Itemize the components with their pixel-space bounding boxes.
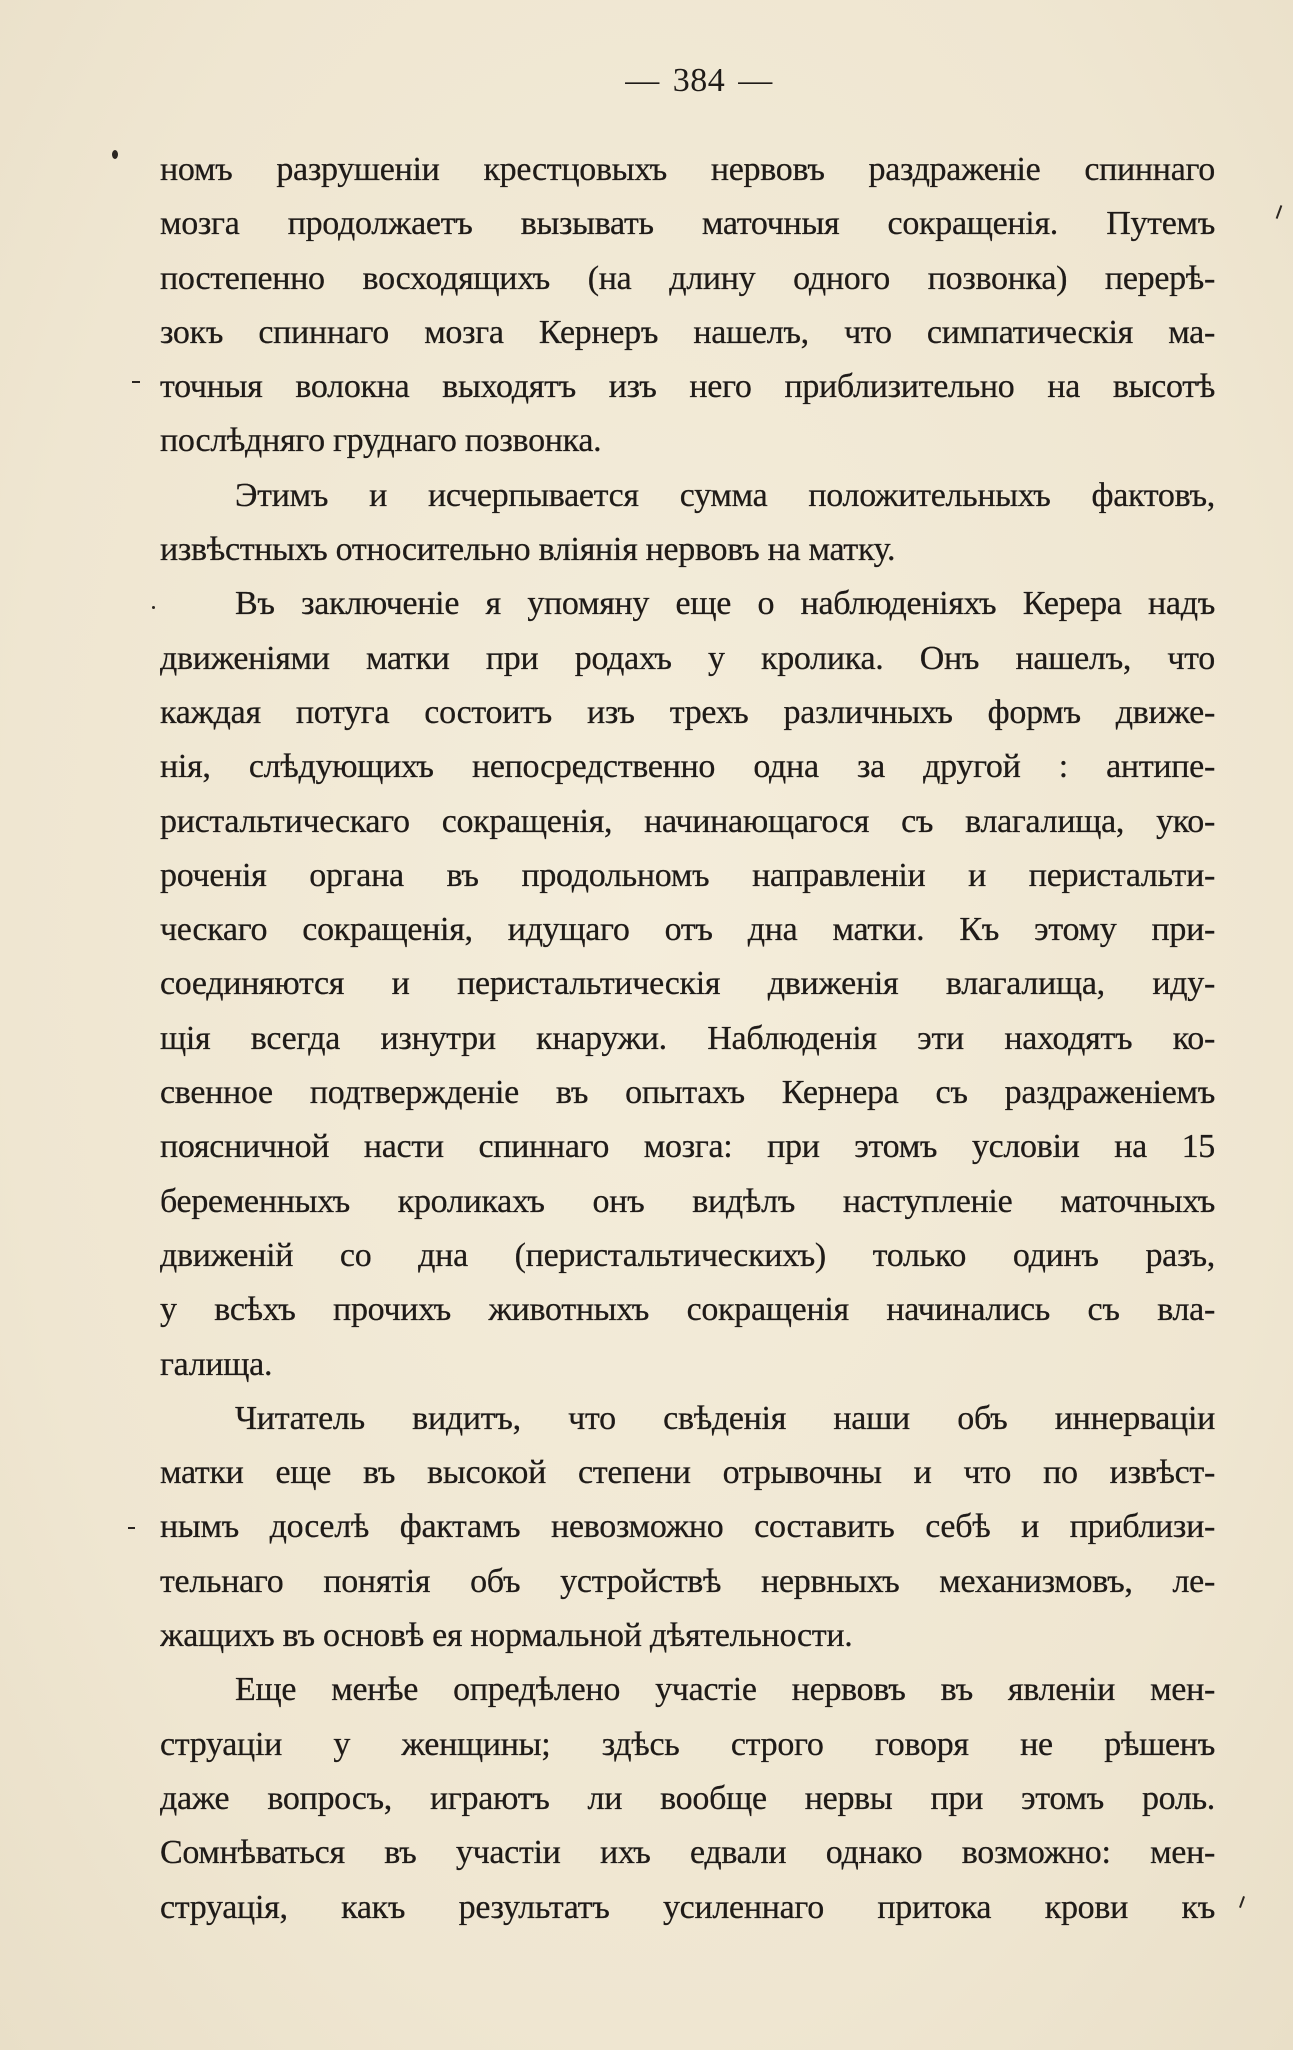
text-line: Этимъ и исчерпывается сумма положительныхъ фактовъ, bbox=[235, 476, 1215, 514]
text-line: Еще менѣе опредѣлено участіе нервовъ въ явленіи мен- bbox=[235, 1671, 1215, 1709]
text-body bbox=[160, 143, 1215, 1935]
text-line: Сомнѣваться въ участіи ихъ едвали однако возможно: мен- bbox=[160, 1834, 1215, 1872]
text-line: зокъ спиннаго мозга Кернеръ нашелъ, что симпатическія ма- bbox=[160, 313, 1215, 351]
paragraph bbox=[160, 143, 1215, 469]
ink-speck bbox=[1276, 205, 1283, 219]
text-line: даже вопросъ, играютъ ли вообще нервы при этомъ роль. bbox=[160, 1779, 1215, 1817]
text-line: струація, какъ результатъ усиленнаго притока крови къ bbox=[160, 1888, 1215, 1926]
text-line: тельнаго понятія объ устройствѣ нервныхъ механизмовъ, ле- bbox=[160, 1562, 1215, 1600]
text-line: ческаго сокращенія, идущаго отъ дна матки. Къ этому при- bbox=[160, 911, 1215, 949]
text-line: свенное подтвержденіе въ опытахъ Кернера съ раздраженіемъ bbox=[160, 1074, 1215, 1112]
text-line: извѣстныхъ относительно вліянія нервовъ на матку. bbox=[160, 531, 896, 569]
text-line: движеніями матки при родахъ у кролика. Онъ нашелъ, что bbox=[160, 639, 1215, 677]
paragraph bbox=[160, 1392, 1215, 1663]
text-line: галища. bbox=[160, 1345, 273, 1383]
text-line: движеній со дна (перистальтическихъ) только одинъ разъ, bbox=[160, 1236, 1215, 1274]
ink-speck bbox=[152, 606, 155, 609]
text-line: щія всегда изнутри кнаружи. Наблюденія эти находятъ ко- bbox=[160, 1019, 1215, 1057]
text-line: матки еще въ высокой степени отрывочны и что по извѣст- bbox=[160, 1454, 1215, 1492]
paragraph bbox=[160, 1663, 1215, 1934]
ink-speck bbox=[128, 1527, 135, 1529]
text-line: послѣдняго груднаго позвонка. bbox=[160, 422, 602, 460]
text-line: беременныхъ кроликахъ онъ видѣлъ наступленіе маточныхъ bbox=[160, 1182, 1215, 1220]
ink-speck bbox=[132, 381, 140, 383]
text-line: струаціи у женщины; здѣсь строго говоря не рѣшенъ bbox=[160, 1725, 1215, 1763]
text-line: соединяются и перистальтическія движенія влагалища, иду- bbox=[160, 965, 1215, 1003]
text-line: каждая потуга состоитъ изъ трехъ различныхъ формъ движе- bbox=[160, 693, 1215, 731]
text-line: нія, слѣдующихъ непосредственно одна за другой : антипе- bbox=[160, 748, 1215, 786]
ink-speck bbox=[1239, 1896, 1245, 1908]
text-line: Читатель видитъ, что свѣденія наши объ иннерваціи bbox=[235, 1399, 1215, 1437]
text-line: постепенно восходящихъ (на длину одного позвонка) перерѣ- bbox=[160, 259, 1215, 297]
text-line: у всѣхъ прочихъ животныхъ сокращенія начинались съ вла- bbox=[160, 1291, 1215, 1329]
page-number: — 384 — bbox=[625, 62, 773, 99]
text-line: ристальтическаго сокращенія, начинающагося съ влагалища, уко- bbox=[160, 802, 1215, 840]
text-line: жащихъ въ основѣ ея нормальной дѣятельности. bbox=[160, 1617, 853, 1655]
paragraph bbox=[160, 469, 1215, 578]
text-line: нымъ доселѣ фактамъ невозможно составить себѣ и приблизи- bbox=[160, 1508, 1215, 1546]
text-line: роченія органа въ продольномъ направленіи и перистальти- bbox=[160, 856, 1215, 894]
text-line: мозга продолжаетъ вызывать маточныя сокращенія. Путемъ bbox=[160, 205, 1215, 243]
text-line: Въ заключеніе я упомяну еще о наблюденіяхъ Керера надъ bbox=[235, 585, 1215, 623]
text-line: поясничной насти спиннаго мозга: при этомъ условіи на 15 bbox=[160, 1128, 1215, 1166]
paragraph bbox=[160, 577, 1215, 1391]
text-line: номъ разрушеніи крестцовыхъ нервовъ раздраженіе спиннаго bbox=[160, 151, 1215, 188]
ink-speck bbox=[112, 150, 118, 159]
text-line: точныя волокна выходятъ изъ него приблизительно на высотѣ bbox=[160, 368, 1215, 406]
